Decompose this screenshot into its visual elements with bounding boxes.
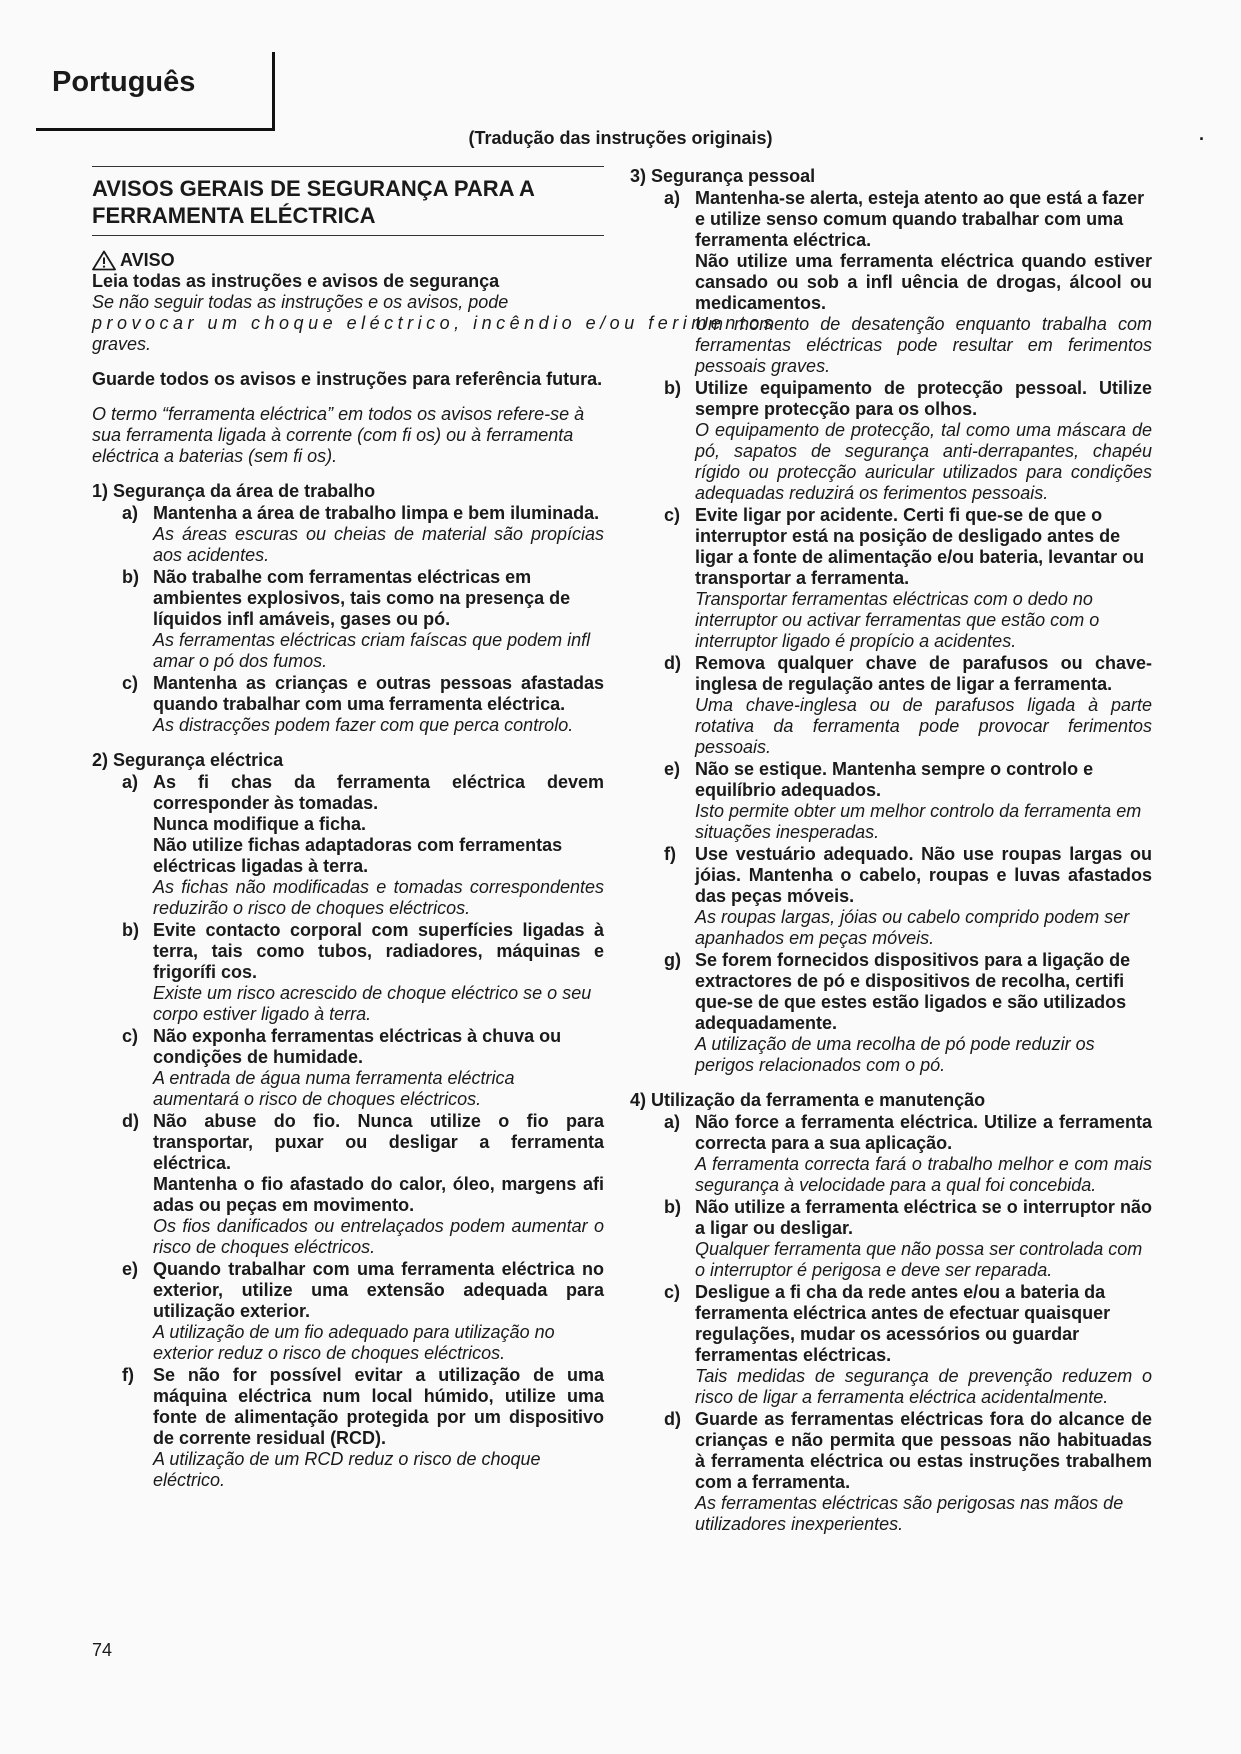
- list-item: c) Desligue a fi cha da rede antes e/ou a bateria da ferramenta eléctrica antes de efectuar quaisquer regulações, mudar os acessórios ou guardar ferramentas eléctricas. Tais medidas de segurança de prevenção reduzem o risco de ligar a ferramenta eléctrica acidentalmente.: [664, 1282, 1152, 1407]
- list-item: b) Utilize equipamento de protecção pessoal. Utilize sempre protecção para os olhos. O equipamento de protecção, tal como uma máscara de pó, sapatos de segurança anti-derrapantes, chapéu rígido ou protecção auricular utilizados para condições adequadas reduzirá os ferimentos pessoais.: [664, 378, 1152, 503]
- list-item: c) Mantenha as crianças e outras pessoas afastadas quando trabalhar com uma ferramenta eléctrica. As distracções podem fazer com que perca controlo.: [122, 673, 604, 735]
- read-all-instructions: Leia todas as instruções e avisos de segurança: [92, 271, 500, 291]
- failure-warning-2: provocar um choque eléctrico, incêndio e/ou ferimentos: [92, 313, 778, 333]
- stray-dot: .: [1199, 124, 1205, 144]
- list-item: d) Guarde as ferramentas eléctricas fora do alcance de crianças e não permita que pessoas não habituadas à ferramenta eléctrica ou estas instruções trabalhem com a ferramenta. As ferramentas eléctricas são perigosas nas mãos de utilizadores inexperientes.: [664, 1409, 1152, 1534]
- failure-warning-1: Se não seguir todas as instruções e os avisos, pode: [92, 292, 509, 312]
- list-item: c) Não exponha ferramentas eléctricas à chuva ou condições de humidade. A entrada de água numa ferramenta eléctrica aumentará o risco de choques eléctricos.: [122, 1026, 562, 1109]
- main-heading: AVISOS GERAIS DE SEGURANÇA PARA A FERRAMENTA ELÉCTRICA: [92, 176, 535, 228]
- list-item: d) Remova qualquer chave de parafusos ou chave-inglesa de regulação antes de ligar a ferramenta. Uma chave-inglesa ou de parafusos ligada à parte rotativa da ferramenta pode provocar ferimentos pessoais.: [664, 653, 1152, 757]
- heading-rule-top: [92, 166, 604, 167]
- list-item: f) Use vestuário adequado. Não use roupas largas ou jóias. Mantenha o cabelo, roupas e luvas afastados das peças móveis. As roupas largas, jóias ou cabelo comprido podem ser apanhados em peças móveis.: [664, 844, 1152, 948]
- warning-title: AVISO: [92, 250, 604, 271]
- list-item: b) Não trabalhe com ferramentas eléctricas em ambientes explosivos, tais como na presença de líquidos infl amáveis, gases ou pó. As ferramentas eléctricas criam faíscas que podem infl amar o pó dos fumos.: [122, 567, 591, 671]
- list-item: d) Não abuse do fio. Nunca utilize o fio para transportar, puxar ou desligar a ferramenta eléctrica. Mantenha o fio afastado do calor, óleo, margens afi adas ou peças em movimento. Os fios danificados ou entrelaçados podem aumentar o risco de choques eléctricos.: [122, 1111, 604, 1257]
- list-item: c) Evite ligar por acidente. Certi fi que-se de que o interruptor está na posição de desligado antes de ligar a fonte de alimentação e/ou bateria, levantar ou transportar a ferramenta. Transportar ferramentas eléctricas com o dedo no interruptor ou activar ferramentas que estão com o interruptor ligado é propício a acidentes.: [664, 505, 1145, 651]
- list-item: e) Não se estique. Mantenha sempre o controlo e equilíbrio adequados. Isto permite obter um melhor controlo da ferramenta em situações inesperadas.: [664, 759, 1142, 842]
- heading-rule-bottom: [92, 235, 604, 236]
- translation-subtitle: (Tradução das instruções originais): [468, 128, 773, 148]
- list-item: a) Mantenha a área de trabalho limpa e bem iluminada. As áreas escuras ou cheias de material são propícias aos acidentes.: [122, 503, 604, 565]
- list-item: g) Se forem fornecidos dispositivos para a ligação de extractores de pó e dispositivos de recolha, certifi que-se de que estes estão ligados e são utilizados adequadamente. A utilização de uma recolha de pó pode reduzir os perigos relacionados com o pó.: [664, 950, 1131, 1075]
- section-2-title: 2) Segurança eléctrica: [92, 750, 284, 770]
- term-definition: O termo “ferramenta eléctrica” em todos os avisos refere-se à sua ferramenta ligada à corrente (com fi os) ou à ferramenta eléctrica a baterias (sem fi os).: [92, 404, 585, 466]
- warning-triangle-icon: [92, 250, 116, 271]
- list-item: f) Se não for possível evitar a utilização de uma máquina eléctrica num local húmido, utilize uma fonte de alimentação protegida por um dispositivo de corrente residual (RCD). A utilização de um RCD reduz o risco de choque eléctrico.: [122, 1365, 604, 1490]
- page-number: 74: [92, 1640, 113, 1660]
- list-item: b) Evite contacto corporal com superfícies ligadas à terra, tais como tubos, radiadores, máquinas e frigorífi cos. Existe um risco acrescido de choque eléctrico se o seu corpo estiver ligado à terra.: [122, 920, 604, 1024]
- section-3-title: 3) Segurança pessoal: [630, 166, 816, 186]
- right-column: [630, 166, 1152, 1535]
- list-item: a) Não force a ferramenta eléctrica. Utilize a ferramenta correcta para a sua aplicação. A ferramenta correcta fará o trabalho melhor e com mais segurança à velocidade para a qual foi concebida.: [664, 1112, 1152, 1195]
- list-item: e) Quando trabalhar com uma ferramenta eléctrica no exterior, utilize uma extensão adequada para utilização exterior. A utilização de um fio adequado para utilização no exterior reduz o risco de choques eléctricos.: [122, 1259, 604, 1363]
- section-4-title: 4) Utilização da ferramenta e manutenção: [630, 1090, 986, 1110]
- failure-warning-3: graves.: [92, 334, 152, 354]
- list-item: a) As fi chas da ferramenta eléctrica devem corresponder às tomadas. Nunca modifique a ficha. Não utilize fichas adaptadoras com ferramentas eléctricas ligadas à terra. As fichas não modificadas e tomadas correspondentes reduzirão o risco de choques eléctricos.: [122, 772, 604, 918]
- language-label: Português: [52, 66, 196, 98]
- list-item: a) Mantenha-se alerta, esteja atento ao que está a fazer e utilize senso comum quando trabalhar com uma ferramenta eléctrica. Não utilize uma ferramenta eléctrica quando estiver cansado ou sob a infl uência de drogas, álcool ou medicamentos. Um momento de desatenção enquanto trabalha com ferramentas eléctricas pode resultar em ferimentos pessoais graves.: [664, 188, 1152, 376]
- keep-instructions: Guarde todos os avisos e instruções para referência futura.: [92, 369, 603, 389]
- section-1-title: 1) Segurança da área de trabalho: [92, 481, 376, 501]
- list-item: b) Não utilize a ferramenta eléctrica se o interruptor não a ligar ou desligar. Qualquer ferramenta que não possa ser controlada com o interruptor é perigosa e deve ser reparada.: [664, 1197, 1152, 1280]
